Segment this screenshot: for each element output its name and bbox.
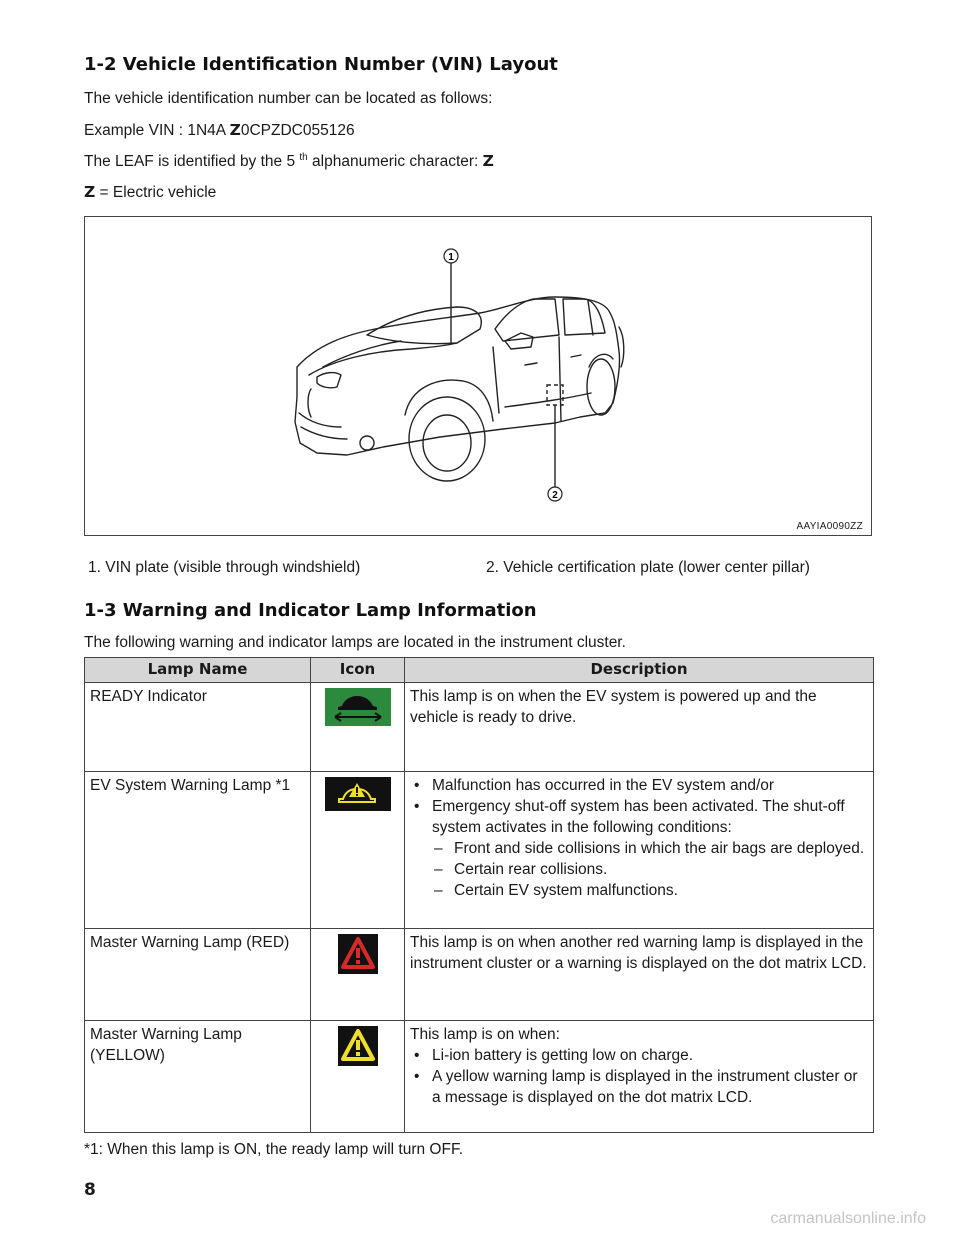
figure-caption-2: 2. Vehicle certification plate (lower center pillar) (486, 559, 810, 576)
table-row (85, 929, 874, 1021)
table-row (85, 683, 874, 772)
lamp-icon-cell (311, 929, 405, 1021)
z-bold-char: Z (84, 183, 96, 201)
list-item: – Front and side collisions in which the air bags are deployed. (432, 838, 868, 859)
list-item-text: Emergency shut-off system has been activated. The shut-off system activates in the following conditions: (432, 798, 845, 836)
callout-2-label: 2 (552, 490, 558, 501)
leaf-line-sup: th (299, 152, 308, 163)
shutoff-conditions-list (432, 838, 868, 901)
lamp-description-cell: This lamp is on when the EV system is powered up and the vehicle is ready to drive. (405, 683, 874, 772)
ready-car-icon (325, 688, 391, 726)
z-meaning-line (84, 183, 216, 202)
figure-caption-1: 1. VIN plate (visible through windshield) (88, 559, 361, 576)
page-number: 8 (84, 1180, 96, 1200)
header-description: Description (405, 658, 874, 683)
lamp-description-cell (405, 1021, 874, 1133)
list-item: • A yellow warning lamp is displayed in the instrument cluster or a message is displayed on the dot matrix LCD. (410, 1066, 868, 1108)
lamp-description-cell: This lamp is on when another red warning lamp is displayed in the instrument cluster or a warning is displayed on the dot matrix LCD. (405, 929, 874, 1021)
vehicle-figure (84, 216, 872, 536)
ev-warning-list (410, 775, 868, 901)
header-lamp-name: Lamp Name (85, 658, 311, 683)
lamp-name-cell: EV System Warning Lamp *1 (85, 772, 311, 929)
lamp-table-header (85, 658, 874, 683)
red-warning-triangle-icon (338, 934, 378, 974)
z-meaning-text: = Electric vehicle (95, 184, 217, 201)
lamps-intro-text: The following warning and indicator lamps are located in the instrument cluster. (84, 634, 626, 651)
lamp-icon-cell (311, 1021, 405, 1133)
list-item: – Certain rear collisions. (432, 859, 868, 880)
lamp-icon-cell (311, 772, 405, 929)
table-row (85, 1021, 874, 1133)
yellow-lamp-intro: This lamp is on when: (410, 1026, 560, 1043)
callout-1-label: 1 (448, 252, 454, 263)
list-item (410, 796, 868, 901)
example-vin-prefix: Example VIN : 1N4A (84, 122, 230, 139)
header-icon: Icon (311, 658, 405, 683)
lamp-name-cell: READY Indicator (85, 683, 311, 772)
list-item: • Li-ion battery is getting low on charge. (410, 1045, 868, 1066)
vin-intro-text: The vehicle identification number can be located as follows: (84, 90, 493, 107)
section-title-lamps: 1-3 Warning and Indicator Lamp Information (84, 600, 537, 621)
yellow-warning-triangle-icon (338, 1026, 378, 1066)
lamp-description-cell (405, 772, 874, 929)
yellow-lamp-list (410, 1045, 868, 1108)
example-vin-rest: 0CPZDC055126 (240, 122, 355, 139)
leaf-line-bold-char: Z (482, 152, 494, 171)
footnote: *1: When this lamp is ON, the ready lamp will turn OFF. (84, 1141, 464, 1158)
list-item: – Certain EV system malfunctions. (432, 880, 868, 901)
car-outline (295, 297, 624, 481)
example-vin-bold-char: Z (229, 121, 241, 139)
lamp-name-cell: Master Warning Lamp (YELLOW) (85, 1021, 311, 1133)
lamp-table (84, 657, 874, 1133)
leaf-line-post: alphanumeric character: (307, 153, 483, 171)
lamp-name-cell: Master Warning Lamp (RED) (85, 929, 311, 1021)
table-row (85, 772, 874, 929)
leaf-identifier-line (84, 152, 494, 171)
leaf-line-pre: The LEAF is identified by the 5 (84, 153, 300, 171)
figure-code: AAYIA0090ZZ (796, 521, 863, 532)
lamp-icon-cell (311, 683, 405, 772)
vehicle-illustration (85, 217, 873, 537)
example-vin-line (84, 121, 355, 140)
watermark: carmanualsonline.info (770, 1210, 926, 1227)
section-title-vin: 1-2 Vehicle Identification Number (VIN) Layout (84, 54, 558, 75)
list-item: • Malfunction has occurred in the EV system and/or (410, 775, 868, 796)
ev-system-warning-icon (325, 777, 391, 811)
